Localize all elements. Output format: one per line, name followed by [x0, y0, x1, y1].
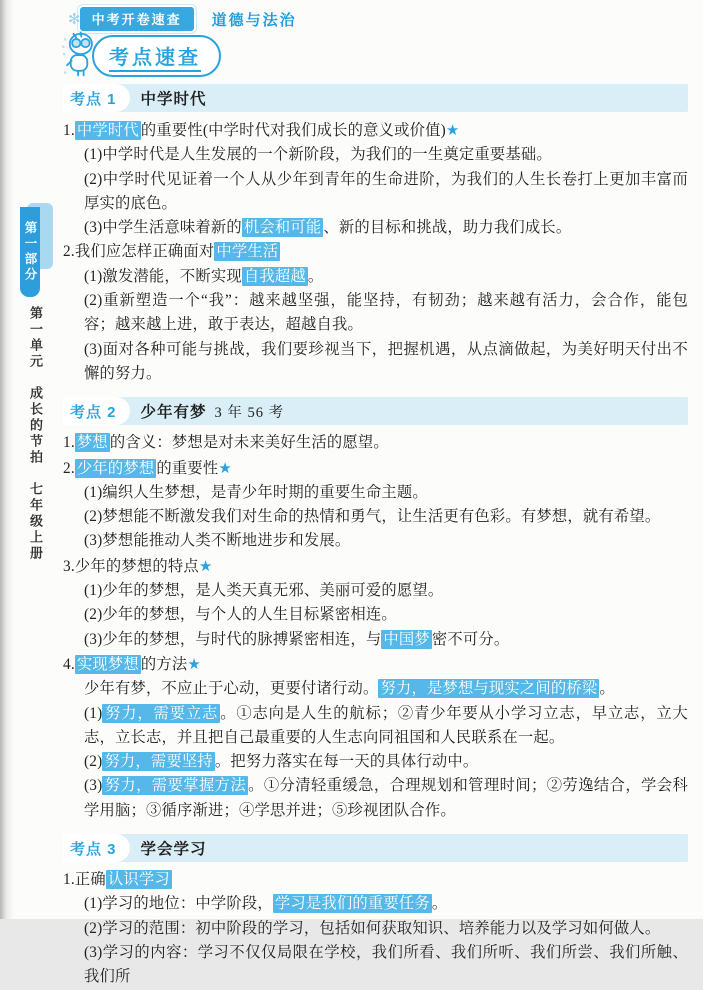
text-run: 2. — [63, 459, 75, 477]
text-run: (2)梦想能不断激发我们对生命的热情和勇气，让生活更有色彩。有梦想，就有希望。 — [84, 508, 661, 526]
exam-point-badge: 考点 1 — [63, 84, 130, 112]
series-badge: 中考开卷速查 — [78, 5, 196, 33]
highlighted-term: 中学时代 — [76, 122, 139, 139]
text-run: 1. — [63, 122, 75, 139]
text-run: (3)面对各种可能与挑战，我们要珍视当下，把握机遇，从点滴做起，为美好明天付出不懈的努力。 — [84, 340, 688, 382]
content-line — [63, 265, 688, 289]
section-header-bar — [63, 834, 688, 862]
text-run: 2.我们应怎样正确面对 — [63, 243, 215, 261]
content-line — [63, 456, 688, 481]
highlighted-term: 自我超越 — [243, 267, 306, 285]
text-run: (3)梦想能推动人类不断地进步和发展。 — [84, 532, 351, 550]
highlighted-term: 机会和可能 — [243, 219, 322, 237]
text-run: 1.正确 — [63, 871, 106, 889]
content-line — [63, 579, 688, 603]
text-run: 。①志向是人生的航标；②青少年要从小学习立志，早立志，立大志，立长志，并且把自己最重要的人生志向同祖国和人民联系在一起。 — [84, 704, 688, 746]
content-line — [63, 652, 688, 677]
star-icon: ★ — [187, 654, 202, 673]
sidebar-part-tab — [20, 203, 54, 299]
exam-point-title: 中学时代 — [140, 91, 207, 108]
highlighted-term: 学习是我们的重要任务 — [274, 895, 430, 913]
content-line — [63, 750, 688, 774]
page-title — [92, 35, 221, 77]
text-run: 、新的目标和挑战，助力我们成长。 — [323, 219, 572, 237]
text-run: 的含义：梦想是对未来美好生活的愿望。 — [109, 434, 389, 452]
page-title-row — [60, 32, 221, 80]
sparkle-icon: ✻ — [68, 11, 81, 28]
text-run: (2)重新塑造一个“我”：越来越坚强，能坚持，有韧劲；越来越有活力，会合作，能包容；越来越上进，敢于表达，超越自我。 — [84, 292, 688, 334]
exam-point-title: 少年有梦 — [140, 404, 207, 422]
content-line — [63, 917, 688, 941]
content-line — [63, 240, 688, 264]
brand-row — [68, 5, 297, 33]
text-run: (2)学习的范围：初中阶段的学习，包括如何获取知识、培养能力以及学习如何做人。 — [84, 919, 661, 937]
page-title-text: 考点速查 — [109, 47, 201, 72]
star-icon: ★ — [218, 458, 233, 477]
text-run: 1. — [63, 434, 75, 452]
text-run: 的重要性(中学时代对我们成长的意义或价值) — [140, 122, 446, 139]
text-run: 3.少年的梦想的特点 — [63, 557, 199, 575]
content-line — [63, 774, 688, 823]
highlighted-term: 梦想 — [76, 434, 108, 452]
text-run: (1)少年的梦想，是人类天真无邪、美丽可爱的愿望。 — [84, 582, 444, 600]
text-run: 。 — [307, 267, 324, 285]
content-line — [63, 702, 688, 751]
content-line — [63, 554, 688, 579]
content-line — [63, 529, 688, 553]
exam-point-title: 学会学习 — [140, 841, 207, 859]
highlighted-term: 努力，需要坚持 — [104, 753, 213, 771]
text-run: 。 — [431, 895, 448, 913]
content-line — [63, 338, 688, 387]
text-run: 。①分清轻重缓急，合理规划和管理时间；②劳逸结合，学会科学用脑；③循序渐进；④学思并进；⑤珍视团队合作。 — [84, 777, 688, 819]
content-line — [63, 431, 688, 455]
content-line — [63, 216, 688, 240]
text-run: (1) — [84, 704, 103, 722]
exam-point-badge: 考点 3 — [63, 834, 130, 862]
exam-frequency-note: 3 年 56 考 — [214, 404, 285, 421]
content-area — [63, 84, 688, 990]
text-run: 的重要性 — [156, 459, 219, 477]
highlighted-term: 中学生活 — [216, 243, 279, 261]
content-line — [63, 603, 688, 627]
part-tab-label: 第一部分 — [20, 207, 40, 297]
content-line — [63, 628, 688, 652]
text-run: (1)中学时代是人生发展的一个新阶段，为我们的一生奠定重要基础。 — [84, 146, 552, 164]
star-icon: ★ — [198, 556, 213, 575]
highlighted-term: 努力，需要掌握方法 — [104, 777, 247, 795]
text-run: (2)中学时代见证着一个人从少年到青年的生命进阶，为我们的人生长卷打上更加丰富而厚实的底色。 — [84, 170, 688, 212]
content-line — [63, 118, 688, 143]
content-line — [63, 868, 688, 892]
text-run: 的方法 — [140, 655, 188, 673]
section-header-bar — [63, 397, 688, 425]
star-icon: ★ — [445, 121, 460, 139]
page-edge-shadow — [0, 0, 14, 919]
section-header-bar — [63, 84, 688, 112]
subject-title: 道德与法治 — [211, 11, 297, 29]
highlighted-term: 实现梦想 — [76, 655, 139, 673]
content-line — [63, 892, 688, 916]
text-run: 4. — [63, 655, 75, 673]
text-run: 。把努力落实在每一天的具体行动中。 — [214, 753, 479, 771]
content-line — [63, 143, 688, 167]
highlighted-term: 努力，需要立志 — [104, 704, 219, 722]
text-run: 密不可分。 — [431, 630, 510, 648]
content-line — [63, 168, 688, 217]
text-run: (2)少年的梦想，与个人的人生目标紧密相连。 — [84, 606, 397, 624]
content-line — [63, 481, 688, 505]
sidebar-unit-label: 第一单元 成长的节拍 七年级上册 — [28, 306, 43, 562]
highlighted-term: 努力，是梦想与现实之间的桥梁 — [380, 680, 598, 698]
text-run: 。 — [599, 680, 615, 698]
text-run: 少年有梦，不应止于心动，更要付诸行动。 — [84, 680, 379, 698]
text-run: (3)中学生活意味着新的 — [84, 219, 242, 237]
content-line — [63, 505, 688, 529]
content-line — [63, 677, 688, 701]
content-line — [63, 941, 688, 990]
text-run: (1)激发潜能，不断实现 — [84, 267, 242, 285]
text-run: (3)少年的梦想，与时代的脉搏紧密相连，与 — [84, 630, 382, 648]
exam-point-badge: 考点 2 — [63, 397, 130, 425]
highlighted-term: 少年的梦想 — [76, 459, 155, 477]
text-run: (1)编织人生梦想，是青少年时期的重要生命主题。 — [84, 483, 428, 501]
text-run: (2) — [84, 753, 103, 771]
content-line — [63, 289, 688, 338]
text-run: (3) — [84, 777, 103, 795]
text-run: (1)学习的地位：中学阶段， — [84, 895, 273, 913]
highlighted-term: 中国梦 — [383, 630, 430, 648]
text-run: (3)学习的内容：学习不仅仅局限在学校，我们所看、我们所听、我们所尝、我们所触、我们所 — [84, 943, 688, 986]
highlighted-term: 认识学习 — [107, 871, 170, 889]
